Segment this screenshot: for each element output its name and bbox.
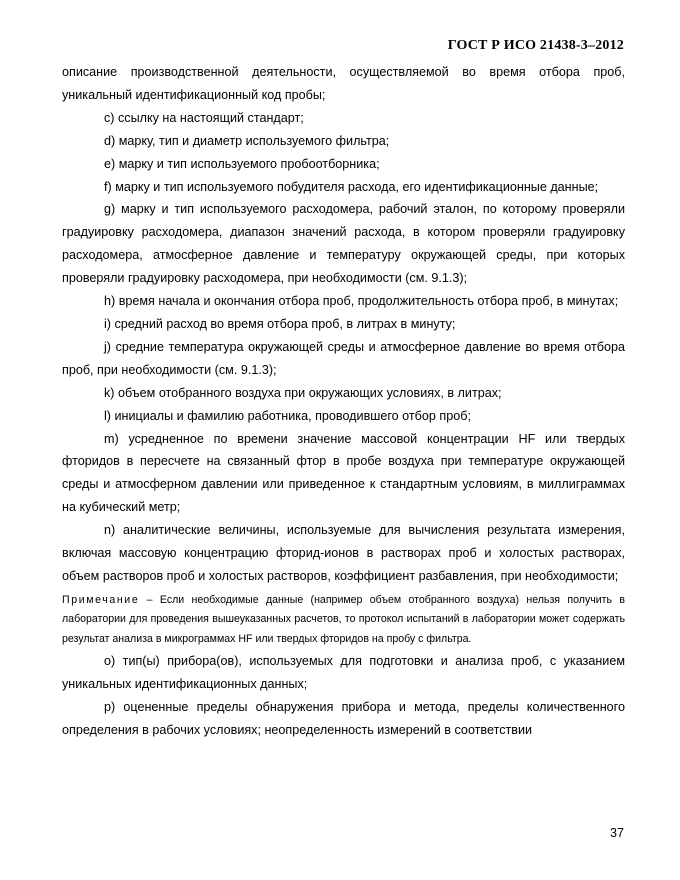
paragraph-f: f) марку и тип используемого побудителя расхода, его идентификационные данные; (104, 179, 599, 194)
note-dash: – (139, 593, 160, 606)
document-body (62, 61, 625, 742)
note-label: Примечание (62, 593, 140, 606)
paragraph-l: l) инициалы и фамилию работника, проводившего отбор проб; (104, 408, 471, 423)
paragraph-h: h) время начала и окончания отбора проб, продолжительность отбора проб, в минутах; (104, 294, 619, 309)
paragraph-p: p) оцененные пределы обнаружения прибора и метода, пределы количественного определения в рабочих условиях; неопределенность измерений в соответствии (62, 700, 625, 738)
paragraph-n: n) аналитические величины, используемые для вычисления результата измерения, включая массовую концентрацию фторид-ионов в растворах проб и холостых растворах, объем растворов проб и холостых растворов, коэффициент разбавления, при необходимости; (62, 523, 625, 583)
paragraph-e: e) марку и тип используемого пробоотборника; (104, 156, 380, 171)
paragraphs-after-note (62, 650, 625, 742)
note (62, 591, 625, 650)
document-header: ГОСТ Р ИСО 21438-3–2012 (447, 38, 624, 53)
paragraph-j: j) средние температура окружающей среды и атмосферное давление во время отбора проб, при необходимости (см. 9.1.3); (62, 339, 625, 377)
paragraph-g: g) марку и тип используемого расходомера, рабочий эталон, по которому проверяли градуировку расходомера, диапазон значений расхода, в котором проверяли градуировку расходомера, атмосферное давление и температуру окружающей среды, при которых проверяли градуировку расходомера, при необходимости (см. 9.1.3); (62, 202, 625, 286)
paragraph-cont: описание производственной деятельности, осуществляемой во время отбора проб, уникальный идентификационный код пробы; (62, 65, 625, 102)
page-number: 37 (609, 826, 624, 840)
paragraph-k: k) объем отобранного воздуха при окружающих условиях, в литрах; (104, 385, 502, 400)
paragraph-o: o) тип(ы) прибора(ов), используемых для подготовки и анализа проб, с указанием уникальных идентификационных данных; (62, 654, 625, 692)
paragraph-i: i) средний расход во время отбора проб, в литрах в минуту; (104, 316, 456, 331)
paragraph-c: c) ссылку на настоящий стандарт; (104, 110, 304, 125)
paragraph-m: m) усредненное по времени значение массовой концентрации HF или твердых фторидов в пересчете на связанный фтор в пробе воздуха при температуре окружающей среды и атмосферном давлении или приведенное к стандартным условиям, в миллиграммах на кубический метр; (62, 431, 625, 515)
note-text: Если необходимые данные (например объем отобранного воздуха) нельзя получить в лаборатории для проведения вышеуказанных расчетов, то протокол испытаний в лаборатории может содержать результат анализа в микрограммах HF или твердых фторидов на пробу с фильтра. (62, 593, 625, 645)
paragraph-d: d) марку, тип и диаметр используемого фильтра; (104, 133, 390, 148)
paragraphs-before-note (62, 61, 625, 588)
